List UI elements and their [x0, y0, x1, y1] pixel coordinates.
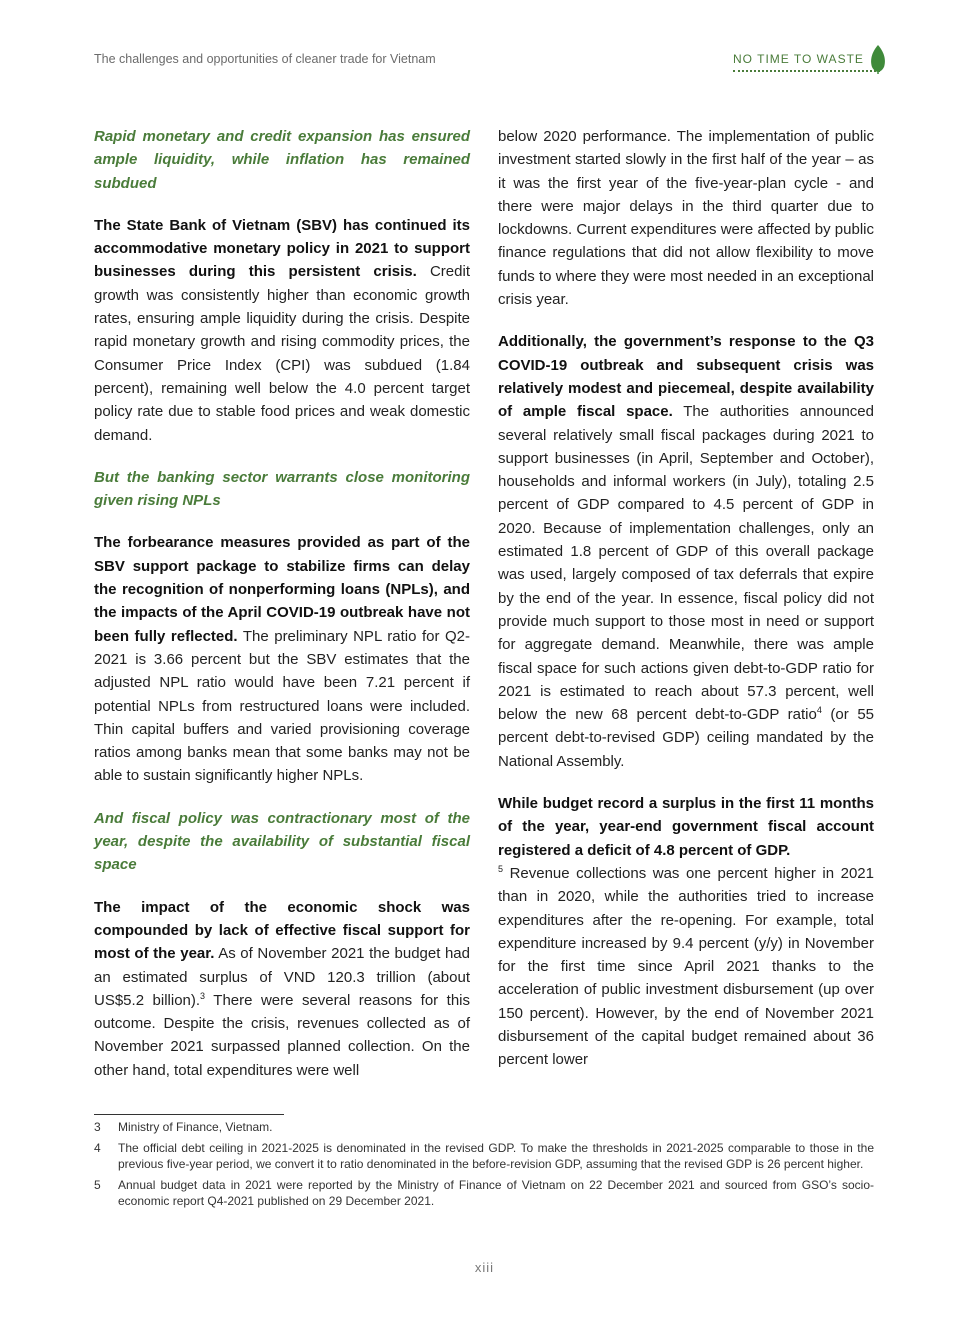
subheading-fiscal: And fiscal policy was contractionary most of the year, despite the availability of substantial fiscal space	[94, 809, 470, 874]
paragraph-body: As of November 2021 the budget had an estimated surplus of VND 120.3 trillion (about US$5.2 billion).	[94, 945, 470, 1009]
brand-label: NO TIME TO WASTE	[733, 52, 864, 66]
paragraph-body: The preliminary NPL ratio for Q2-2021 is 3.66 percent but the SBV estimates that the adjusted NPL ratio would have been 7.21 percent if potential NPLs from restructured loans were included. Thin capital buffers and varied provisioning coverage ratios among banks mean that some banks may not be able to sustain significantly higher NPLs.	[94, 627, 470, 785]
right-column	[498, 125, 874, 1091]
footnote-ref-4[interactable]: 4	[816, 705, 822, 716]
footnote-text: The official debt ceiling in 2021-2025 is denominated in the revised GDP. To make the thresholds in 2021-2025 comparable to those in the previous five-year period, we convert it to ratio denominated in the before-revision GDP, assuming that the revised GDP is 26 percent higher.	[118, 1141, 874, 1171]
footnote-number: 5	[94, 1178, 101, 1192]
footnote-number: 4	[94, 1141, 101, 1155]
paragraph-body: There were several reasons for this outcome. Despite the crisis, revenues collected as of November 2021 surpassed planned collection. On the other hand, total expenditures were well	[94, 991, 471, 1079]
paragraph-lead: Additionally, the government’s response to the Q3 COVID-19 outbreak and subsequent crisis was relatively modest and piecemeal, despite availability of ample fiscal space.	[498, 333, 874, 421]
running-header-title: The challenges and opportunities of cleaner trade for Vietnam	[94, 52, 436, 66]
footnote-divider	[94, 1114, 284, 1115]
footnote-ref-3[interactable]: 3	[200, 990, 206, 1001]
footnotes	[94, 1119, 874, 1214]
paragraph-body: (or 55 percent debt-to-revised GDP) ceiling mandated by the National Assembly.	[498, 706, 875, 770]
paragraph-forbearance	[94, 531, 470, 787]
footnote-3	[94, 1119, 874, 1135]
paragraph-lead: While budget record a surplus in the first 11 months of the year, year-end government fiscal account registered a deficit of 4.8 percent of GDP.	[498, 795, 874, 859]
paragraph-sbv-policy	[94, 214, 470, 447]
paragraph-budget-deficit	[498, 792, 874, 1072]
paragraph-government-response	[498, 330, 874, 773]
footnote-number: 3	[94, 1120, 101, 1134]
paragraph-body: Credit growth was consistently higher than economic growth rates, ensuring ample liquidity during the crisis. Despite rapid monetary growth and rising commodity prices, the Consumer Price Index (CPI) was subdued (1.84 percent), remaining well below the 4.0 percent target policy rate due to stable food prices and weak domestic demand.	[94, 263, 470, 444]
paragraph-continued: below 2020 performance. The implementation of public investment started slowly in the first half of the year – as it was the first year of the five-year-plan cycle - and there were major delays in the third quarter due to lockdowns. Current expenditures were affected by public finance regulations that did not allow flexibility to move funds to where they were most needed in an exceptional crisis year.	[498, 128, 874, 309]
paragraph-economic-shock	[94, 896, 470, 1082]
paragraph-body: The authorities announced several relatively small fiscal packages during 2021 to support businesses (in April, September and October), households and informal workers (in July), totaling 2.5 percent of GDP compared to 4.5 percent of GDP in 2020. Because of implementation challenges, only an estimated 1.8 percent of GDP of this overall package was used, largely composed of tax deferrals that expire by the end of the year. In essence, fiscal policy did not provide much support to those most in need or support for aggregate demand. Meanwhile, there was ample fiscal space for such actions given debt-to-GDP ratio for 2021 is estimated to reach about 57.3 percent, well below the new 68 percent debt-to-GDP ratio	[498, 403, 874, 724]
leaf-icon	[869, 44, 887, 74]
paragraph-lead: The forbearance measures provided as part of the SBV support package to stabilize firms can delay the recognition of nonperforming loans (NPLs), and the impacts of the April COVID-19 outbreak have not been fully reflected.	[94, 534, 470, 645]
footnote-4	[94, 1140, 874, 1172]
footnote-text: Ministry of Finance, Vietnam.	[118, 1120, 273, 1134]
subheading-monetary: Rapid monetary and credit expansion has ensured ample liquidity, while inflation has remained subdued	[94, 128, 470, 192]
left-column	[94, 125, 470, 1101]
footnote-ref-5[interactable]: 5	[498, 863, 504, 874]
paragraph-lead: The State Bank of Vietnam (SBV) has continued its accommodative monetary policy in 2021 to support businesses during this persistent crisis.	[94, 216, 470, 281]
paragraph-lead: The impact of the economic shock was compounded by lack of effective fiscal support for most of the year.	[94, 898, 470, 963]
page-number: xiii	[474, 1260, 495, 1275]
subheading-banking: But the banking sector warrants close monitoring given rising NPLs	[94, 468, 470, 510]
footnote-text: Annual budget data in 2021 were reported by the Ministry of Finance of Vietnam on 22 December 2021 and sourced from GSO’s socio-economic report Q4-2021 published on 29 December 2021.	[118, 1178, 874, 1208]
paragraph-body: Revenue collections was one percent higher in 2021 than in 2020, while the authorities tried to increase expenditures after the re-opening. For example, total expenditure increased by 9.4 percent (y/y) in November for the first time since April 2021 thanks to the acceleration of public investment disbursement (up over 150 percent). However, by the end of November 2021 disbursement of the capital budget remained about 36 percent lower	[498, 864, 874, 1069]
brand-underline	[733, 70, 880, 72]
footnote-5	[94, 1177, 874, 1209]
